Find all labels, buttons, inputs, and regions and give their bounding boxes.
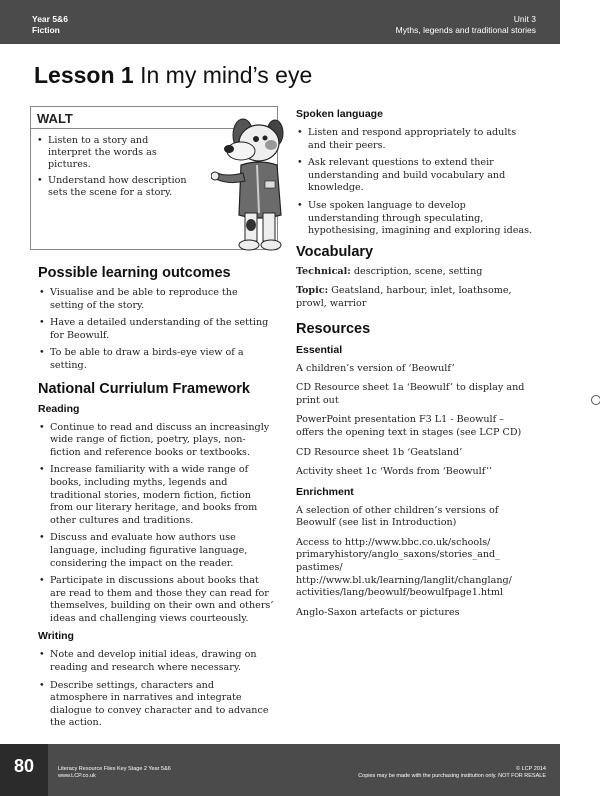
resource-item: Activity sheet 1c ‘Words from ‘Beowulf’’ bbox=[296, 466, 493, 478]
lesson-number: Lesson 1 bbox=[34, 62, 134, 88]
spoken-list bbox=[296, 127, 534, 238]
list-item: • Ask relevant questions to extend their understanding and build vocabulary and knowledge. bbox=[296, 157, 534, 195]
walt-list bbox=[37, 135, 187, 199]
reading-heading: Reading bbox=[38, 402, 80, 415]
list-item: • Listen and respond appropriately to adults and their peers. bbox=[296, 127, 534, 152]
essential-heading: Essential bbox=[296, 343, 343, 356]
resource-item: CD Resource sheet 1a ‘Beowulf’ to display and print out bbox=[296, 382, 525, 406]
list-item: • Describe settings, characters and atmosphere in narratives and integrate dialogue to convey character and to advance the action. bbox=[38, 680, 274, 730]
page-number: 80 bbox=[0, 744, 48, 796]
vocabulary-topic bbox=[296, 285, 534, 310]
list-item: • Understand how description sets the scene for a story. bbox=[37, 175, 187, 199]
walt-heading: WALT bbox=[37, 111, 73, 126]
resource-item: PowerPoint presentation F3 L1 - Beowulf – offers the opening text in stages (see LCP CD) bbox=[296, 414, 522, 438]
header-unit-title: Myths, legends and traditional stories bbox=[395, 25, 536, 35]
list-item: • Listen to a story and interpret the words as pictures. bbox=[37, 135, 187, 171]
list-item: • To be able to draw a birds-eye view of a setting. bbox=[38, 347, 274, 372]
page-header bbox=[0, 0, 560, 44]
header-genre: Fiction bbox=[32, 25, 60, 35]
footer-right bbox=[358, 766, 546, 780]
outcomes-heading: Possible learning outcomes bbox=[38, 265, 231, 281]
walt-box bbox=[30, 106, 278, 250]
topic-label: Topic: bbox=[296, 285, 329, 297]
page-footer bbox=[0, 744, 600, 796]
header-unit: Unit 3 bbox=[513, 14, 536, 24]
writing-heading: Writing bbox=[38, 630, 74, 643]
framework-heading: National Curriulum Framework bbox=[38, 380, 250, 397]
dog-mascot-icon bbox=[211, 115, 301, 253]
resource-item: A children’s version of ‘Beowulf’ bbox=[296, 362, 455, 374]
header-left bbox=[32, 14, 68, 36]
header-right bbox=[396, 14, 536, 36]
list-item: • Visualise and be able to reproduce the setting of the story. bbox=[38, 287, 274, 312]
resource-item: CD Resource sheet 1b ‘Geatsland’ bbox=[296, 446, 463, 458]
outcomes-list bbox=[38, 287, 274, 373]
binding-mark bbox=[591, 395, 600, 405]
technical-label: Technical: bbox=[296, 265, 351, 277]
reading-list bbox=[38, 422, 274, 626]
list-item: • Continue to read and discuss an increasingly wide range of fiction, poetry, plays, non-fiction and reference books or textbooks. bbox=[38, 422, 274, 460]
footer-copyright: © LCP 2014 bbox=[516, 766, 546, 772]
list-item: • Use spoken language to develop understanding through speculating, hypothesising, imagining and exploring ideas. bbox=[296, 200, 534, 238]
resources-heading: Resources bbox=[296, 320, 371, 337]
footer-notice: Copies may be made with the purchasing institution only. NOT FOR RESALE bbox=[358, 773, 546, 779]
technical-value: description, scene, setting bbox=[353, 265, 483, 277]
footer-bar bbox=[48, 744, 560, 796]
enrichment-heading: Enrichment bbox=[296, 485, 354, 498]
footer-site: www.LCP.co.uk bbox=[58, 773, 96, 779]
resource-item: A selection of other children’s versions of Beowulf (see list in Introduction) bbox=[296, 504, 499, 529]
writing-list bbox=[38, 649, 274, 730]
list-item: • Note and develop initial ideas, drawing on reading and research where necessary. bbox=[38, 649, 274, 674]
left-column bbox=[38, 265, 274, 735]
spoken-heading: Spoken language bbox=[296, 108, 383, 120]
footer-series: Literacy Resource Files Key Stage 2 Year 5&6 bbox=[58, 766, 171, 772]
footer-left bbox=[58, 766, 171, 780]
vocabulary-technical bbox=[296, 266, 534, 279]
header-year: Year 5&6 bbox=[32, 14, 68, 24]
list-item: • Increase familiarity with a wide range of books, including myths, legends and traditional stories, modern fiction, fiction from our literary heritage, and books from other cultures and traditions. bbox=[38, 464, 274, 527]
resource-item: Anglo-Saxon artefacts or pictures bbox=[296, 606, 460, 618]
vocabulary-heading: Vocabulary bbox=[296, 243, 374, 260]
list-item: • Participate in discussions about books that are read to them and those they can read for themselves, building on their own and others’ ideas and challenging views courteously. bbox=[38, 575, 274, 625]
right-column bbox=[296, 108, 534, 626]
page-title bbox=[34, 62, 312, 89]
list-item: • Have a detailed understanding of the setting for Beowulf. bbox=[38, 317, 274, 342]
resource-item: Access to http://www.bbc.co.uk/schools/ primaryhistory/anglo_saxons/stories_and_ pastimes/ http://www.bl.uk/learning/langlit/changlang/ activities/lang/beowulf/beowulfpage1.html bbox=[296, 536, 512, 599]
list-item: • Discuss and evaluate how authors use language, including figurative language, considering the impact on the reader. bbox=[38, 532, 274, 570]
topic-value: Geatsland, harbour, inlet, loathsome, prowl, warrior bbox=[296, 285, 512, 309]
lesson-name: In my mind’s eye bbox=[140, 62, 313, 88]
